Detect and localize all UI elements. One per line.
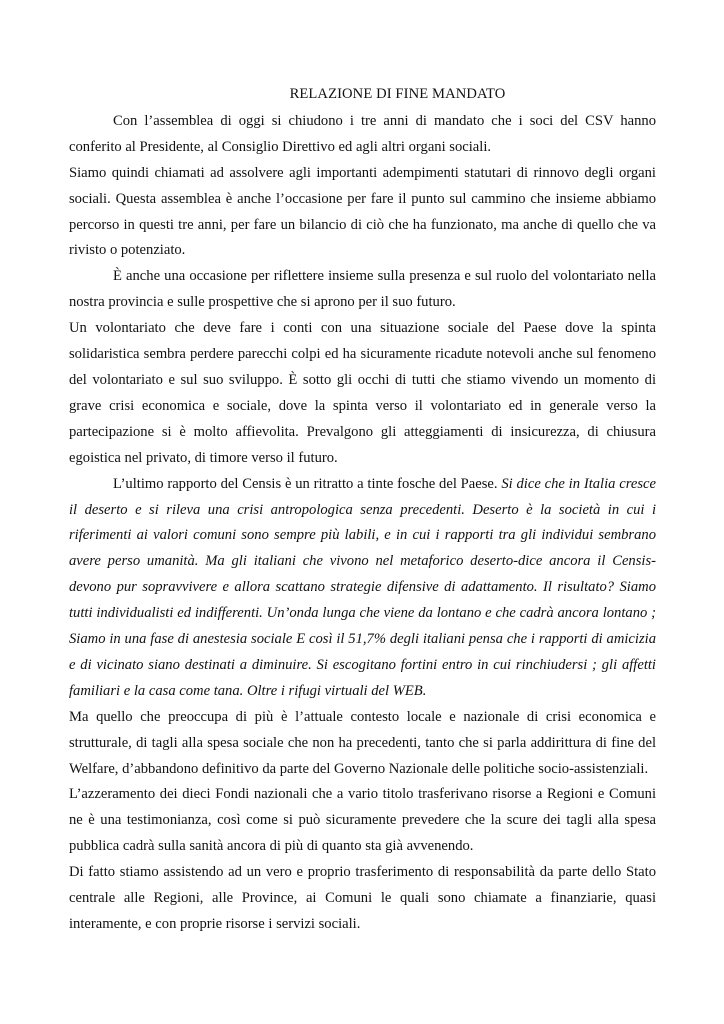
paragraph-8-text: Di fatto stiamo assistendo ad un vero e proprio trasferimento di responsabilità da parte dello Stato centrale alle Regioni, alle Province, ai Comuni le quali sono chiamate a finanziarie, quasi interamente, e con proprie risorse i servizi sociali. [69, 864, 656, 932]
paragraph-3 [69, 264, 656, 316]
paragraph-4-text: Un volontariato che deve fare i conti con una situazione sociale del Paese dove la spinta solidaristica sembra perdere parecchi colpi ed ha sicuramente ricadute notevoli anche sul fenomeno del volontariato e sul suo sviluppo. È sotto gli occhi di tutti che stiamo vivendo un momento di grave crisi economica e sociale, dove la spinta verso il volontariato ed in generale verso la partecipazione si è molto affievolita. Prevalgono gli atteggiamenti di insicurezza, di chiusura egoistica nel privato, di timore verso il futuro. [69, 320, 656, 466]
paragraph-2-text: Siamo quindi chiamati ad assolvere agli importanti adempimenti statutari di rinnovo degli organi sociali. Questa assemblea è anche l’occasione per fare il punto sul cammino che insieme abbiamo percorso in questi tre anni, per fare un bilancio di ciò che ha funzionato, ma anche di quello che va rivisto o potenziato. [69, 164, 656, 259]
paragraph-6 [69, 705, 656, 783]
paragraph-7 [69, 782, 656, 860]
paragraph-2 [69, 161, 656, 265]
paragraph-3-text: È anche una occasione per riflettere insieme sulla presenza e sul ruolo del volontariato nella nostra provincia e sulle prospettive che si aprono per il suo futuro. [69, 268, 656, 311]
paragraph-6-text: Ma quello che preoccupa di più è l’attuale contesto locale e nazionale di crisi economica e strutturale, di tagli alla spesa sociale che non ha precedenti, tanto che si parla addirittura di fine del Welfare, d’abbandono definitivo da parte del Governo Nazionale delle politiche socio-assistenziali. [69, 708, 656, 777]
paragraph-5 [69, 472, 656, 705]
document-title: RELAZIONE DI FINE MANDATO [289, 86, 506, 102]
paragraph-4 [69, 316, 656, 471]
paragraph-1 [69, 109, 656, 161]
document-page [69, 82, 656, 938]
paragraph-8 [69, 860, 656, 938]
paragraph-7-text: L’azzeramento dei dieci Fondi nazionali che a vario titolo trasferivano risorse a Regioni e Comuni ne è una testimonianza, così come si può sicuramente prevedere che la scure dei tagli alla spesa pubblica cadrà sulla sanità ancora di più di quanto sta già avvenendo. [69, 786, 656, 855]
paragraph-1-text: Con l’assemblea di oggi si chiudono i tre anni di mandato che i soci del CSV hanno conferito al Presidente, al Consiglio Direttivo ed agli altri organi sociali. [69, 112, 656, 155]
paragraph-5-text: L’ultimo rapporto del Censis è un ritratto a tinte fosche del Paese. [113, 475, 502, 492]
paragraph-5-italic-quote: Si dice che in Italia cresce il deserto e si rileva una crisi antropologica senza precedenti. Deserto è la società in cui i riferimenti ai valori comuni sono sempre più labili, e in cui i rapporti tra gli individui sembrano avere perso umanità. Ma gli italiani che vivono nel metaforico deserto-dice ancora il Censis- devono pur sopravvivere e allora scattano strategie difensive di adattamento. Il risultato? Siamo tutti individualisti ed indifferenti. Un’onda lunga che viene da lontano e che cadrà ancora lontano ; Siamo in una fase di anestesia sociale E così il 51,7% degli italiani pensa che i rapporti di amicizia e di vicinato siano destinati a diminuire. Si escogitano fortini entro in cui rinchiudersi ; gli affetti familiari e la casa come tana. Oltre i rifugi virtuali del WEB. [69, 475, 656, 699]
